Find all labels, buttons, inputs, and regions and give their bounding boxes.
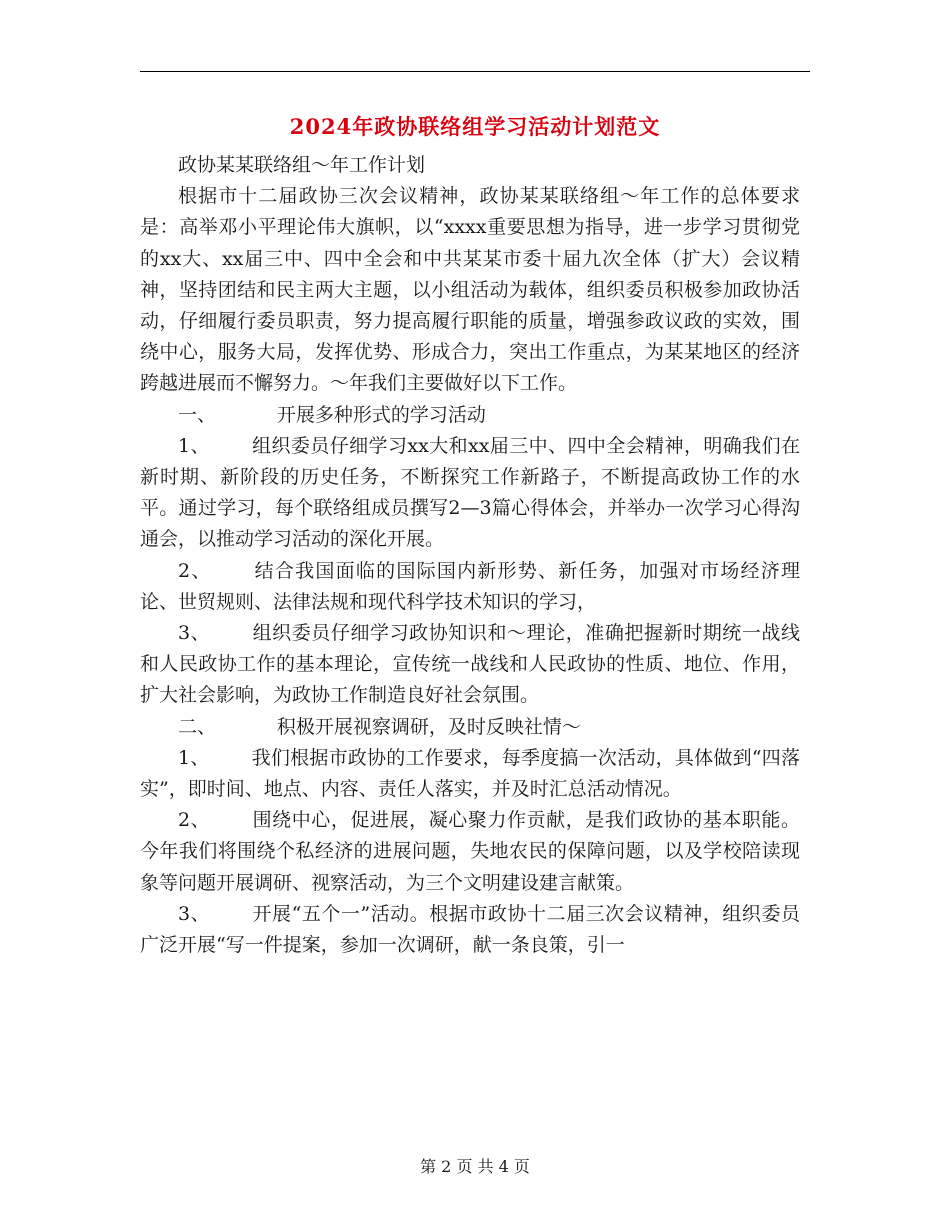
item-number: 1、 [178,746,210,769]
document-title: 2024年政协联络组学习活动计划范文 [289,114,661,139]
list-item [140,743,800,805]
section-heading-text: 积极开展视察调研，及时反映社情～ [276,715,581,738]
section-heading-2 [140,712,800,743]
item-text: 组织委员仔细学习xx大和xx届三中、四中全会精神，明确我们在新时期、新阶段的历史任务，不断探究工作新路子，不断提高政协工作的水平。通过学习，每个联络组成员撰写2—3篇心得体会，并举办一次学习心得沟通会，以推动学习活动的深化开展。 [140,434,800,551]
item-number: 2、 [178,809,211,832]
section-heading-text: 开展多种形式的学习活动 [276,403,486,426]
item-text: 我们根据市政协的工作要求，每季度搞一次活动，具体做到“四落实”，即时间、地点、内容、责任人落实，并及时汇总活动情况。 [140,746,801,801]
paragraph-text: 政协某某联络组～年工作计划 [178,154,426,176]
item-number: 2、 [178,559,212,582]
list-item [140,556,800,618]
list-item [140,431,800,556]
section-number: 二、 [178,715,217,738]
item-number: 3、 [178,622,211,645]
item-text: 围绕中心，促进展，凝心聚力作贡献，是我们政协的基本职能。今年我们将围绕个私经济的进展问题，失地农民的保障问题，以及学校陪读现象等问题开展调研、视察活动，为三个文明建设建言献策。 [140,809,800,894]
item-number: 3、 [178,902,211,925]
section-heading-1 [140,400,800,431]
item-text: 开展“五个一”活动。根据市政协十二届三次会议精神，组织委员广泛开展“写一件提案，参加一次调研，献一条良策，引一 [140,902,800,957]
paragraph-subtitle [140,150,800,181]
page-number-footer: 第 2 页 共 4 页 [420,1157,530,1176]
list-item [140,899,800,961]
section-number: 一、 [178,403,217,426]
item-text: 组织委员仔细学习政协知识和～理论，准确把握新时期统一战线和人民政协工作的基本理论，宣传统一战线和人民政协的性质、地位、作用，扩大社会影响，为政协工作制造良好社会氛围。 [140,622,800,707]
list-item [140,805,800,899]
item-text: 结合我国面临的国际国内新形势、新任务，加强对市场经济理论、世贸规则、法律法规和现代科学技术知识的学习， [140,559,800,613]
paragraph-text: 根据市十二届政协三次会议精神，政协某某联络组～年工作的总体要求是：高举邓小平理论伟大旗帜，以“xxxx重要思想为指导，进一步学习贯彻党的xx大、xx届三中、四中全会和中共某某市委十届九次全体（扩大）会议精神，坚持团结和民主两大主题，以小组活动为载体，组织委员积极参加政协活动，仔细履行委员职责，努力提高履行职能的质量，增强参政议政的实效，围绕中心，服务大局，发挥优势、形成合力，突出工作重点，为某某地区的经济跨越进展而不懈努力。～年我们主要做好以下工作。 [140,185,800,395]
paragraph-intro [140,181,800,399]
item-number: 1、 [178,434,210,457]
header-rule [140,71,810,72]
document-body [140,150,800,961]
list-item [140,618,800,712]
